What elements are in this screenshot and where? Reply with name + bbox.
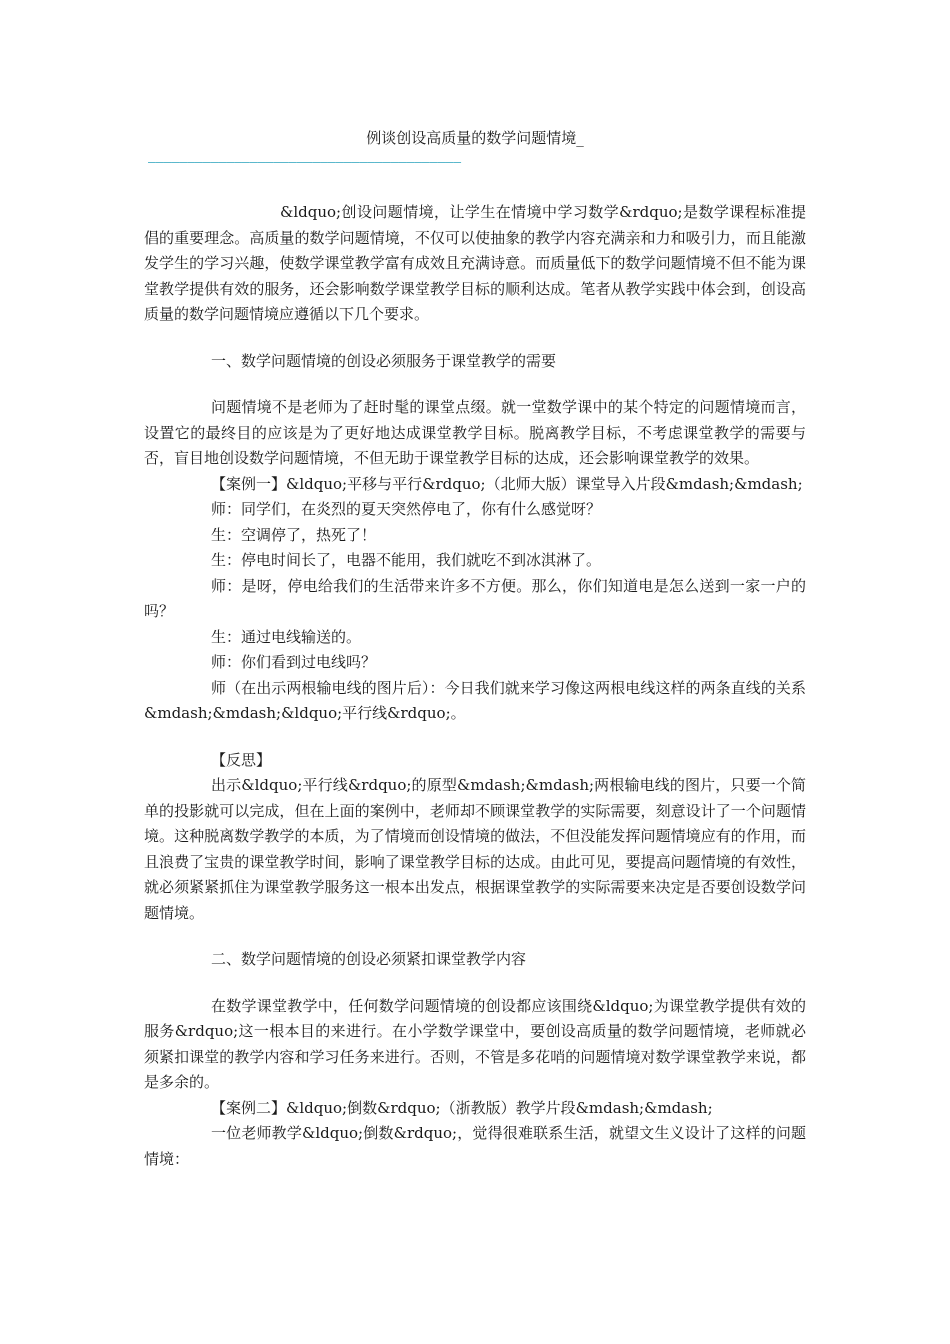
section-heading-1: 一、数学问题情境的创设必须服务于课堂教学的需要 (211, 351, 557, 370)
paragraph-gap (144, 328, 806, 349)
dialogue-line: 师：是呀，停电给我们的生活带来许多不方便。那么，你们知道电是怎么送到一家一户的吗？ (144, 576, 806, 620)
section-1-paragraph: 问题情境不是老师为了赶时髦的课堂点缀。就一堂数学课中的某个特定的问题情境而言，设置它的最终目的应该是为了更好地达成课堂教学目标。脱离教学目标，不考虑课堂教学的需要与否，盲目地创设数学问题情境，不但无助于课堂教学目标的达成，还会影响课堂教学的效果。 (144, 398, 806, 467)
section-heading-2: 二、数学问题情境的创设必须紧扣课堂教学内容 (211, 950, 527, 968)
document-body (144, 200, 806, 1172)
paragraph-gap (144, 973, 806, 994)
document-title: 例谈创设高质量的数学问题情境_ (366, 129, 584, 147)
dialogue-line: 师：同学们，在炎烈的夏天突然停电了，你有什么感觉呀？ (211, 500, 602, 518)
intro-paragraph: &ldquo;创设问题情境，让学生在情境中学习数学&rdquo;是数学课程标准提倡的重要理念。高质量的数学问题情境，不仅可以使抽象的教学内容充满亲和力和吸引力，而且能激发学生的学习兴趣，使数学课堂教学富有成效且充满诗意。而质量低下的数学问题情境不但不能为课堂教学提供有效的服务，还会影响数学课堂教学目标的顺利达成。笔者从教学实践中体会到，创设高质量的数学问题情境应遵循以下几个要求。 (144, 203, 806, 323)
reflection-heading: 【反思】 (211, 750, 272, 769)
paragraph-gap (144, 926, 806, 947)
reflection-paragraph: 出示&ldquo;平行线&rdquo;的原型&mdash;&mdash;两根输电线的图片，只要一个简单的投影就可以完成，但在上面的案例中，老师却不顾课堂教学的实际需要，刻意设计了一个问题情境。这种脱离数学教学的本质，为了情境而创设情境的做法，不但没能发挥问题情境应有的作用，而且浪费了宝贵的课堂教学时间，影响了课堂教学目标的达成。由此可见，要提高问题情境的有效性，就必须紧紧抓住为课堂教学服务这一根本出发点，根据课堂教学的实际需要来决定是否要创设数学问题情境。 (144, 776, 806, 922)
paragraph-gap (144, 727, 806, 748)
paragraph-gap (144, 374, 806, 395)
dialogue-line: 生：空调停了，热死了！ (211, 525, 377, 544)
case-2-heading: 【案例二】&ldquo;倒数&rdquo;（浙教版）教学片段&mdash;&mdash; (211, 1098, 713, 1117)
dialogue-line: 生：通过电线输送的。 (211, 627, 362, 646)
dialogue-line: 师：你们看到过电线吗？ (211, 653, 377, 671)
title-divider: ———————————————————————————————————————— (148, 158, 462, 168)
dialogue-line: 生：停电时间长了，电器不能用，我们就吃不到冰淇淋了。 (211, 551, 602, 569)
case-1-heading: 【案例一】&ldquo;平移与平行&rdquo;（北师大版）课堂导入片段&mdash;&mdash; (211, 474, 803, 493)
dialogue-line: 师（在出示两根输电线的图片后）：今日我们就来学习像这两根电线这样的两条直线的关系&mdash;&mdash;&ldquo;平行线&rdquo;。 (144, 678, 806, 722)
case-2-paragraph: 一位老师教学&ldquo;倒数&rdquo;，觉得很难联系生活，就望文生义设计了这样的问题情境： (144, 1124, 806, 1168)
section-2-paragraph: 在数学课堂教学中，任何数学问题情境的创设都应该围绕&ldquo;为课堂教学提供有效的服务&rdquo;这一根本目的来进行。在小学数学课堂中，要创设高质量的数学问题情境，老师就必须紧扣课堂的教学内容和学习任务来进行。否则，不管是多花哨的问题情境对数学课堂教学来说，都是多余的。 (144, 996, 806, 1091)
